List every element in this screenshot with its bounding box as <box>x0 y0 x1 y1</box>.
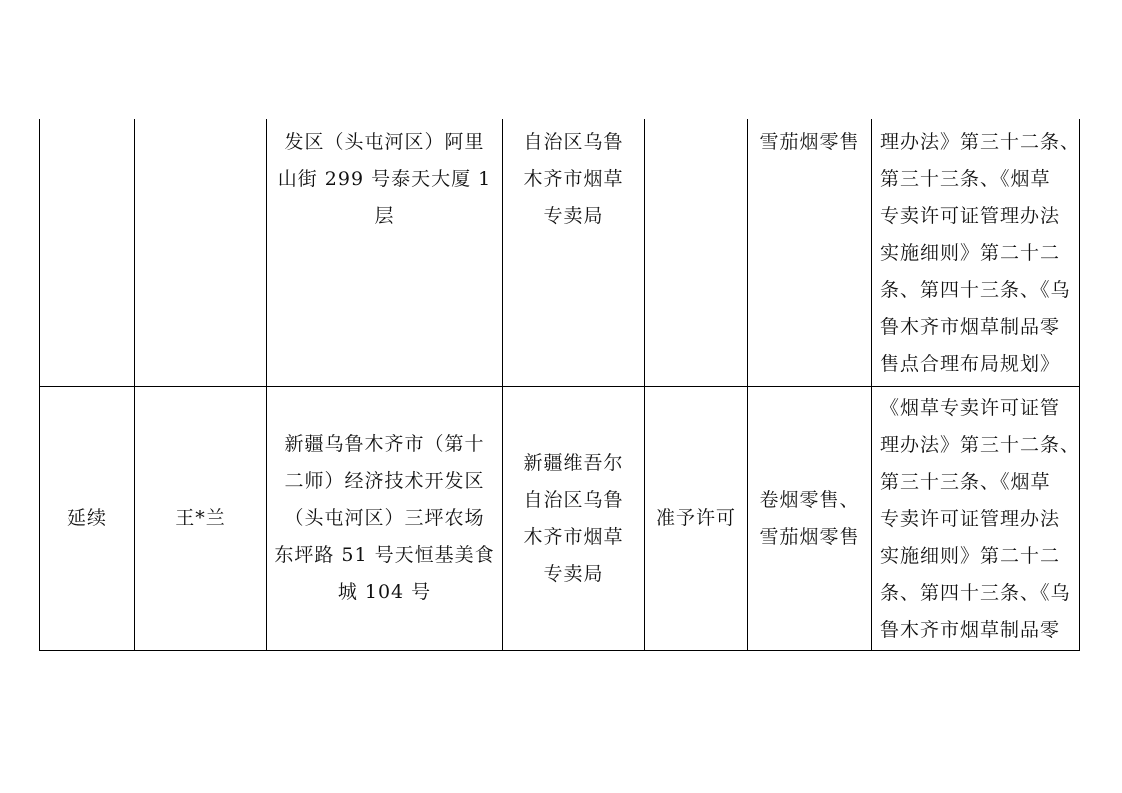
basis-line: 第三十三条、《烟草 <box>880 168 1051 190</box>
license-table <box>39 119 1080 651</box>
address-line: 二师）经济技术开发区 <box>284 470 485 492</box>
basis-line: 售点合理布局规划》 <box>880 353 1061 375</box>
address-cell <box>267 387 503 651</box>
table-row <box>40 119 1080 387</box>
authority-cell <box>503 387 645 651</box>
applicant-name-cell: 王*兰 <box>135 387 267 651</box>
authority-line: 专卖局 <box>543 562 604 585</box>
basis-line: 鲁木齐市烟草制品零 <box>880 316 1061 338</box>
scope-line: 雪茄烟零售 <box>759 525 860 548</box>
legal-basis-cell <box>872 387 1080 651</box>
basis-line: 《烟草专卖许可证管 <box>880 397 1061 419</box>
address-cell <box>267 119 503 387</box>
authority-line: 新疆维吾尔 <box>523 451 624 474</box>
basis-line: 专卖许可证管理办法 <box>880 205 1061 227</box>
address-line: （头屯河区）三坪农场 <box>284 507 485 529</box>
scope-line: 雪茄烟零售 <box>759 131 860 153</box>
address-line: 山街 299 号泰天大厦 1 <box>277 168 492 190</box>
decision-cell: 准予许可 <box>645 387 748 651</box>
authority-line: 木齐市烟草 <box>523 168 624 190</box>
basis-line: 理办法》第三十二条、 <box>880 434 1081 456</box>
basis-line: 实施细则》第二十二 <box>880 545 1061 567</box>
basis-line: 条、第四十三条、《乌 <box>880 582 1071 604</box>
basis-line: 专卖许可证管理办法 <box>880 508 1061 530</box>
scope-cell <box>748 387 872 651</box>
basis-line: 条、第四十三条、《乌 <box>880 279 1071 301</box>
applicant-name-cell <box>135 119 267 387</box>
authority-line: 专卖局 <box>543 205 604 227</box>
address-line: 新疆乌鲁木齐市（第十 <box>284 433 485 455</box>
basis-line: 理办法》第三十二条、 <box>880 131 1081 153</box>
table-row <box>40 387 1080 651</box>
basis-line: 第三十三条、《烟草 <box>880 471 1051 493</box>
address-line: 城 104 号 <box>337 581 432 603</box>
scope-line: 卷烟零售、 <box>759 488 860 511</box>
item-type-cell: 延续 <box>40 387 135 651</box>
authority-cell <box>503 119 645 387</box>
address-line: 东坪路 51 号天恒基美食 <box>274 544 495 566</box>
address-line: 层 <box>374 205 395 227</box>
authority-line: 自治区乌鲁 <box>523 131 624 153</box>
decision-cell <box>645 119 748 387</box>
scope-cell <box>748 119 872 387</box>
basis-line: 实施细则》第二十二 <box>880 242 1061 264</box>
authority-line: 木齐市烟草 <box>523 525 624 548</box>
basis-line: 鲁木齐市烟草制品零 <box>880 619 1061 641</box>
item-type-cell <box>40 119 135 387</box>
authority-line: 自治区乌鲁 <box>523 488 624 511</box>
legal-basis-cell <box>872 119 1080 387</box>
address-line: 发区（头屯河区）阿里 <box>284 131 485 153</box>
